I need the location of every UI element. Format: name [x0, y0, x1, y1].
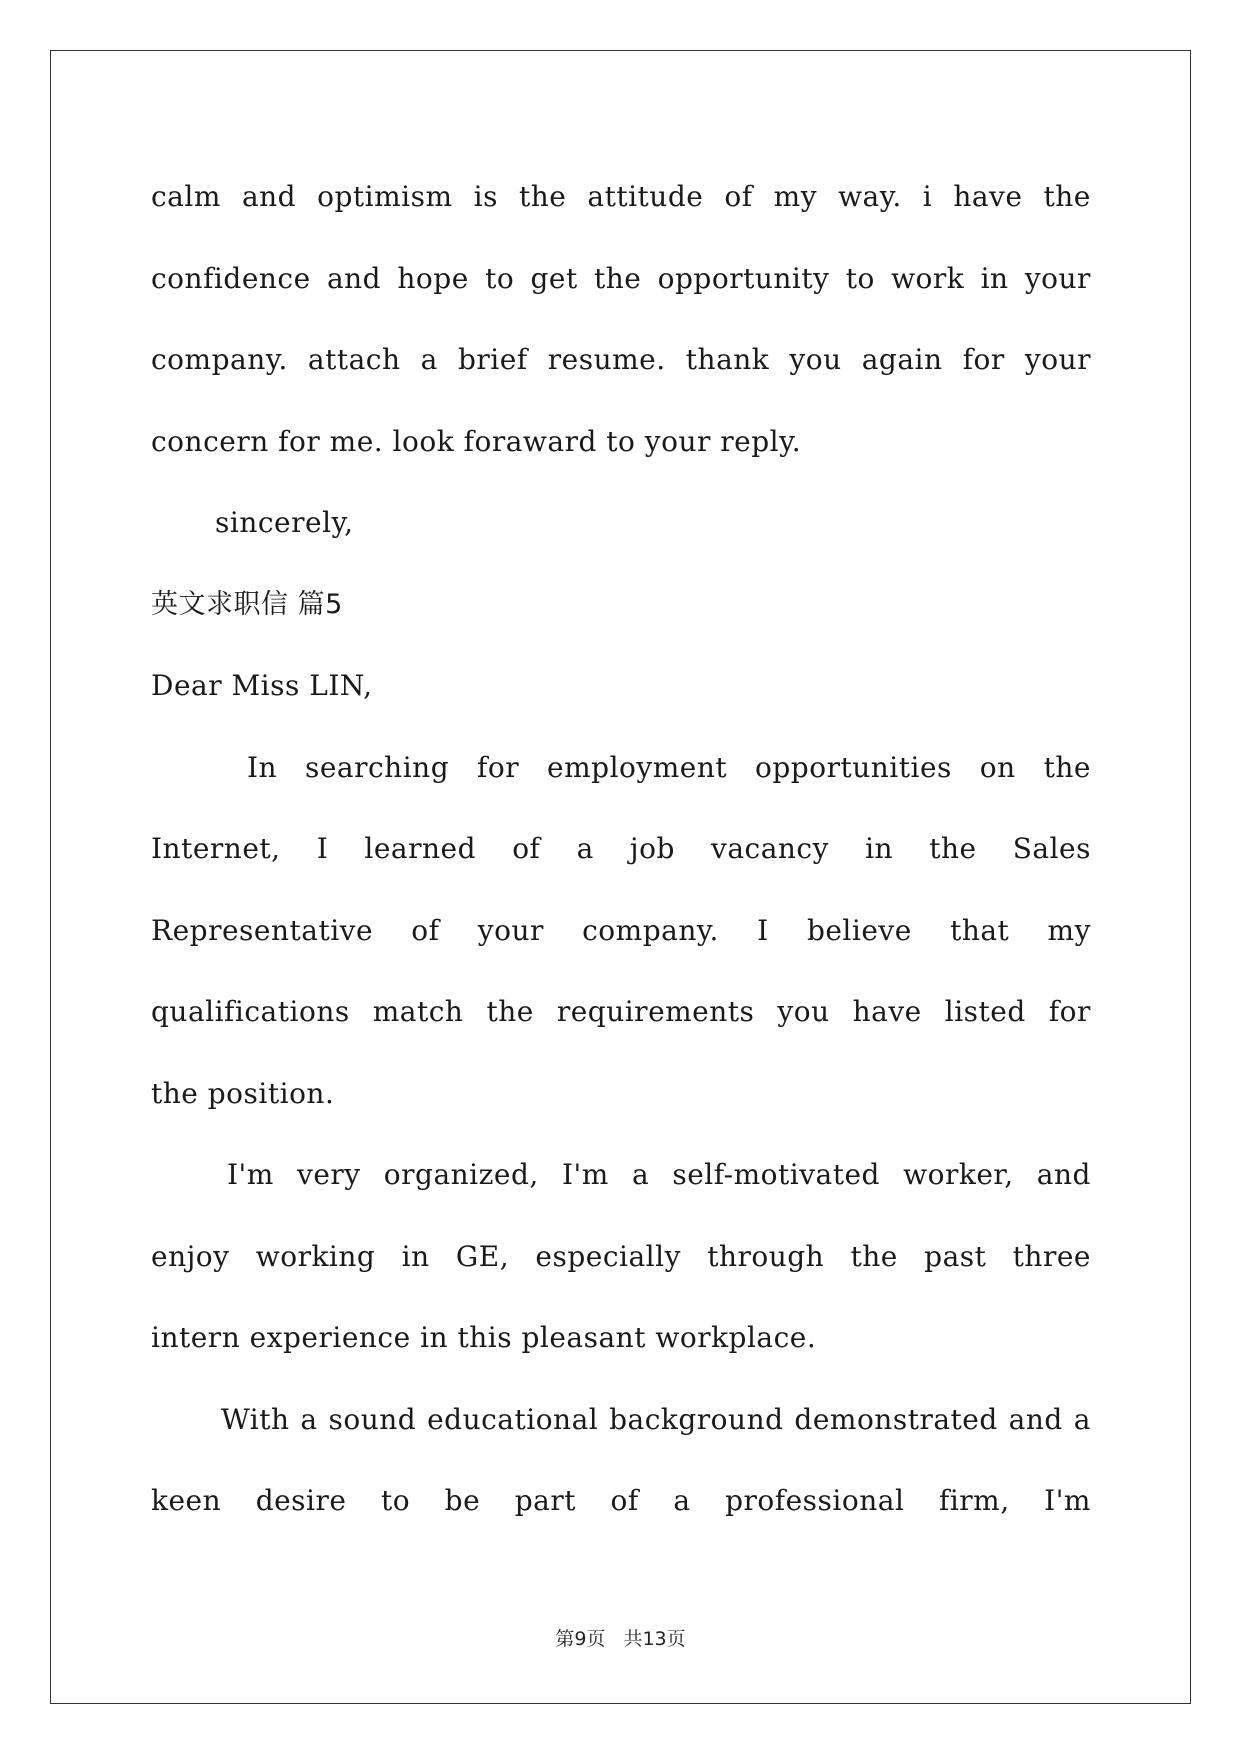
text-line: intern experience in this pleasant workplace.	[151, 1321, 817, 1354]
word: you	[789, 343, 842, 376]
word: calm	[151, 180, 221, 213]
text-line: the position.	[151, 1076, 335, 1110]
word: vacancy	[711, 832, 829, 865]
word: company.	[582, 913, 719, 947]
word: the	[593, 261, 642, 295]
word: in	[401, 1239, 430, 1273]
word: attitude	[587, 180, 704, 213]
word: educational	[427, 1402, 599, 1436]
page-number: 第9页	[555, 1628, 606, 1650]
word: firm,	[938, 1484, 1010, 1517]
text-line	[151, 238, 1091, 320]
word: brief	[457, 343, 528, 376]
word: of	[512, 832, 541, 865]
word: I'm	[227, 1158, 274, 1191]
word: in	[865, 832, 894, 865]
word: a	[631, 1158, 650, 1191]
word: self-motivated	[672, 1158, 880, 1191]
word: desire	[255, 1484, 347, 1517]
word: is	[473, 180, 498, 213]
word: a	[420, 343, 438, 376]
word: Internet,	[151, 832, 281, 865]
word: working	[255, 1239, 376, 1273]
word: employment	[547, 750, 728, 784]
word: learned	[364, 832, 477, 865]
word: for	[477, 750, 520, 784]
text-line	[151, 890, 1091, 972]
text-line	[151, 1216, 1091, 1298]
word: attach	[307, 343, 401, 376]
word: With	[221, 1402, 290, 1436]
word: three	[1012, 1239, 1091, 1273]
word: the	[518, 180, 567, 213]
word: past	[924, 1239, 987, 1273]
word: and	[326, 261, 382, 295]
word: in	[980, 261, 1009, 295]
word: match	[372, 995, 464, 1028]
word: on	[979, 750, 1016, 784]
word: your	[1024, 343, 1091, 376]
text-line	[151, 727, 1091, 809]
word: be	[444, 1484, 481, 1517]
word: work	[891, 261, 965, 295]
text-line	[151, 156, 1091, 238]
word: In	[247, 750, 278, 784]
word: I'm	[1044, 1484, 1091, 1517]
word: to	[485, 261, 515, 295]
word: your	[477, 913, 544, 947]
word: way.	[838, 180, 902, 213]
word: the	[850, 1239, 898, 1273]
word: get	[530, 261, 578, 295]
word: to	[381, 1484, 411, 1517]
word: confidence	[151, 261, 311, 295]
word: I	[757, 913, 769, 947]
word: listed	[944, 995, 1026, 1028]
word: of	[610, 1484, 639, 1517]
word: to	[845, 261, 875, 295]
word: sound	[328, 1402, 417, 1436]
text-line	[151, 1134, 1091, 1216]
word: a	[1073, 1402, 1091, 1436]
word: of	[724, 180, 753, 213]
word: for	[1048, 995, 1091, 1028]
word: part	[514, 1484, 576, 1517]
word: thank	[685, 343, 770, 376]
word: Representative	[151, 913, 374, 947]
word: hope	[397, 261, 469, 295]
word: for	[962, 343, 1005, 376]
word: professional	[725, 1484, 905, 1517]
text-line	[151, 319, 1091, 401]
word: enjoy	[151, 1239, 230, 1273]
word: I'm	[561, 1158, 609, 1191]
text-line: concern for me. look foraward to your reply.	[151, 424, 802, 458]
word: have	[953, 180, 1023, 213]
word: the	[929, 832, 977, 865]
word: a	[673, 1484, 691, 1517]
word: searching	[304, 750, 450, 784]
document-body	[151, 156, 1091, 1542]
text-line	[151, 808, 1091, 890]
word: a	[576, 832, 594, 865]
word: worker,	[903, 1158, 1014, 1191]
word: optimism	[317, 180, 453, 213]
word: very	[297, 1158, 361, 1191]
word: background	[609, 1402, 784, 1436]
word: keen	[151, 1484, 222, 1517]
text-line	[151, 1460, 1091, 1542]
word: your	[1024, 261, 1091, 295]
word: my	[1047, 913, 1091, 947]
word: that	[950, 913, 1010, 947]
word: believe	[806, 913, 912, 947]
word: again	[861, 343, 943, 376]
word: the	[1043, 180, 1091, 213]
greeting: Dear Miss LIN,	[151, 669, 373, 702]
word: and	[1008, 1402, 1063, 1436]
word: demonstrated	[794, 1402, 998, 1436]
word: Sales	[1012, 832, 1091, 865]
word: and	[1036, 1158, 1091, 1191]
page-total: 共13页	[623, 1628, 686, 1650]
section-heading: 英文求职信 篇5	[151, 588, 343, 620]
word: requirements	[556, 995, 755, 1028]
word: you	[777, 995, 830, 1028]
word: opportunities	[755, 750, 952, 784]
word: my	[773, 180, 818, 213]
word: organized,	[383, 1158, 539, 1191]
word: the	[1043, 750, 1091, 784]
word: GE,	[455, 1239, 510, 1273]
text-line	[151, 1379, 1091, 1461]
word: job	[629, 832, 675, 865]
word: have	[852, 995, 922, 1028]
word: qualifications	[151, 995, 350, 1028]
word: of	[411, 913, 440, 947]
word: and	[241, 180, 297, 213]
text-line	[151, 971, 1091, 1053]
word: company.	[151, 343, 288, 376]
word: especially	[535, 1239, 681, 1273]
closing-salutation: sincerely,	[215, 506, 354, 539]
word: through	[707, 1239, 825, 1273]
word: i	[922, 180, 933, 213]
word: a	[300, 1402, 318, 1436]
word: resume.	[547, 343, 666, 376]
word: I	[316, 832, 329, 865]
page-footer	[0, 1624, 1241, 1651]
word: the	[486, 995, 534, 1028]
word: opportunity	[657, 261, 830, 295]
